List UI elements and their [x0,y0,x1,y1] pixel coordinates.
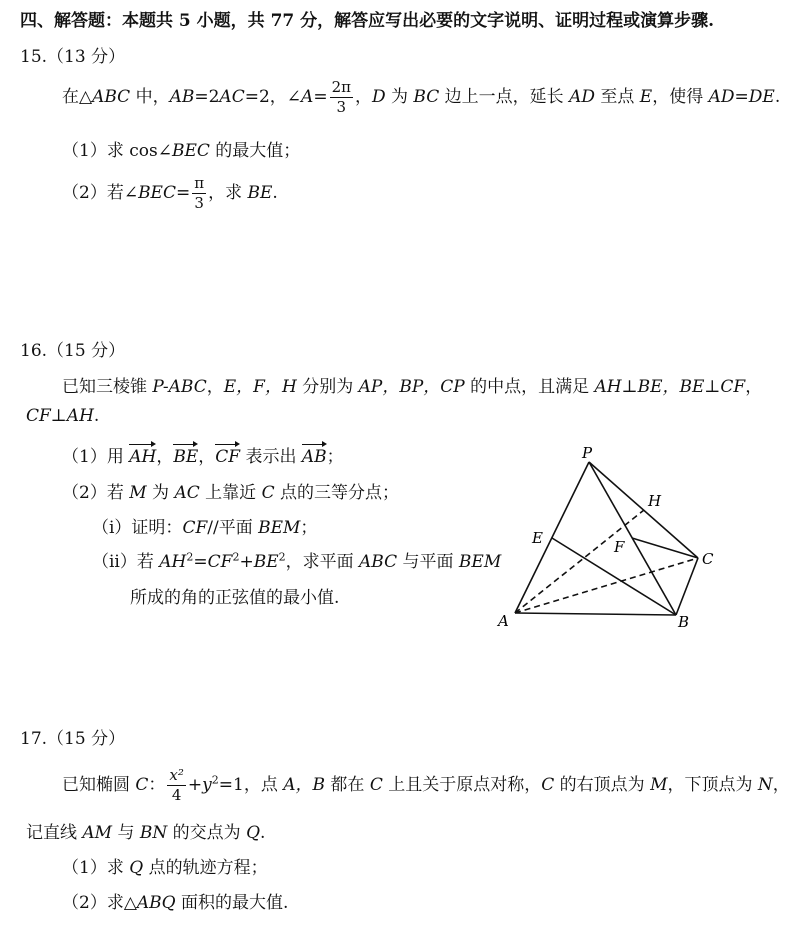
vector-cf: CF [215,447,241,467]
q15-part2-fraction [192,176,206,211]
q15-math: AB [169,87,195,107]
q16-math: C [261,483,275,503]
q17-text: （1）求 [62,858,130,878]
q16-text: 为 [146,483,175,503]
q16-math: ABC [359,552,398,572]
segment-ah-dashed [515,510,644,613]
q15-text: = [734,87,749,107]
q15-text: =2，∠ [244,87,302,107]
q16-text: ； [300,518,318,538]
q15-frac-numerator: 2π [331,78,351,96]
q17-text: （2）求△ [62,893,137,913]
q15-frac-denominator: 3 [194,194,204,212]
q17-part2 [62,888,288,913]
q16-text: 点的三等分点； [274,483,399,503]
q17-text: ， [772,775,790,795]
q17-text: ： [148,775,166,795]
q16-text: （1）用 [62,447,130,467]
q15-part2 [62,176,278,211]
label-h: H [648,492,662,510]
q15-math: AD [569,87,595,107]
q17-text: 上且关于原点对称， [382,775,542,795]
q16-text: 上靠近 [199,483,262,503]
label-p: P [582,444,593,462]
q16-text: ， [206,377,224,397]
q17-part1 [62,853,268,878]
q16-part1 [62,442,344,467]
q15-text: =2 [194,87,220,107]
q17-math: AM [82,823,113,843]
q16-text: 与平面 [397,552,459,572]
q15-text: 的最大值； [209,141,301,161]
q16-part2-ii-cont: 所成的角的正弦值的最小值. [130,588,340,608]
q16-math: AH [159,552,187,572]
q15-text: 至点 [594,87,640,107]
edge-pa [515,462,589,613]
q15-number: 15.（13 分） [20,47,126,67]
q17-text: 的交点为 [167,823,247,843]
q17-text: 面积的最大值. [175,893,289,913]
q16-stem-line1 [62,372,762,397]
q15-fraction [330,80,353,115]
q17-stem-line2 [26,818,265,843]
q16-text: = [193,552,208,572]
q16-part2-i [92,513,317,538]
q15-math: A [301,87,314,107]
q15-text: 在△ [62,87,93,107]
q16-text: （ii）若 [92,552,160,572]
q15-text: （1）求 cos∠ [62,141,172,161]
q17-math: ABQ [136,893,176,913]
q17-text: ，下顶点为 [667,775,758,795]
label-b: B [678,613,690,631]
q17-math: BN [139,823,168,843]
label-f: F [614,538,625,556]
q15-text: ，使得 [652,87,709,107]
q16-math: AC [174,483,200,503]
q17-text: 的右顶点为 [554,775,651,795]
q15-text: 为 [385,87,414,107]
q16-math: BEM [258,518,301,538]
q16-math: M [129,483,147,503]
q16-text: //平面 [207,518,259,538]
q16-math: P-ABC [152,377,207,397]
q17-math: M [650,775,668,795]
vector-ab: AB [301,447,327,467]
q15-part1 [62,136,300,161]
q16-math: AP，BP，CP [358,377,465,397]
q17-stem-line1 [62,768,790,803]
q15-math: DE [748,87,775,107]
q17-text: 都在 [325,775,370,795]
q16-math: CF⊥AH [26,406,94,426]
section-heading: 四、解答题：本题共 5 小题，共 77 分，解答应写出必要的文字说明、证明过程或演算步骤. [20,11,715,31]
q16-text: ， [745,377,763,397]
q17-text: . [260,823,266,843]
q15-math: BE [247,183,273,203]
q16-number: 16.（15 分） [20,341,126,361]
q17-frac-denominator: 4 [171,786,182,804]
q15-text: . [774,87,781,107]
q16-part2 [62,478,399,503]
q15-math: D [371,87,386,107]
q17-math: C [541,775,555,795]
q15-math: BC [413,87,440,107]
q17-number: 17.（15 分） [20,729,126,749]
q17-math: Q [129,858,144,878]
q16-text: ，求平面 [285,552,360,572]
q16-text: 分别为 [296,377,359,397]
q15-math: AD [708,87,735,107]
q16-math: AH⊥BE，BE⊥CF [594,377,746,397]
q15-stem [62,80,780,115]
label-c: C [702,550,714,568]
q17-fraction [167,768,185,803]
q16-part2-ii [92,547,501,572]
q16-text: （2）若 [62,483,130,503]
q15-text: = [175,183,191,203]
q17-math: C [369,775,383,795]
q15-frac-denominator: 3 [336,98,347,116]
edge-ab [515,613,676,615]
q15-text: ，求 [208,183,248,203]
q15-math: BEC [138,183,176,203]
q17-text: =1，点 [218,775,284,795]
q16-superscript: 2 [278,550,286,564]
q15-math: BEC [171,141,210,161]
q16-text: 已知三棱锥 [62,377,153,397]
q17-text: + [187,775,203,795]
q17-math: y [202,775,212,795]
q15-math: AC [219,87,245,107]
q15-math: E [639,87,653,107]
q16-math: BEM [458,552,502,572]
q17-frac-numerator: x² [169,766,184,784]
q17-math: C [135,775,149,795]
vector-be: BE [173,447,199,467]
q15-math: ABC [92,87,131,107]
tetrahedron-figure [490,440,720,635]
q16-stem-line2 [26,406,99,426]
q15-text: ， [354,87,372,107]
q15-text: . [272,183,278,203]
q17-superscript: 2 [211,773,219,787]
q17-math: Q [246,823,261,843]
label-a: A [498,612,509,630]
q17-text: 记直线 [26,823,83,843]
q15-text: 中， [130,87,170,107]
q16-text: ； [326,447,344,467]
q17-math: A，B [283,775,326,795]
q17-text: 点的轨迹方程； [143,858,268,878]
q16-text: ， [156,447,174,467]
vector-ah: AH [129,447,157,467]
q16-text: 表示出 [240,447,302,467]
q15-text: （2）若∠ [62,183,139,203]
q16-math: BE [253,552,279,572]
q16-text: 的中点，且满足 [464,377,595,397]
q15-text: = [313,87,328,107]
q17-math: N [757,775,773,795]
q17-text: 已知椭圆 [62,775,136,795]
q16-math: CF [182,518,208,538]
q16-text: . [93,406,100,426]
q16-text: （i）证明： [92,518,183,538]
q15-frac-numerator: π [194,174,205,192]
edge-bc [676,558,698,615]
q16-superscript: 2 [186,550,194,564]
q16-text: + [239,552,254,572]
q17-text: 与 [112,823,140,843]
q16-text: ， [198,447,216,467]
q16-superscript: 2 [232,550,240,564]
q16-math: CF [207,552,233,572]
q16-math: E，F，H [223,377,297,397]
q15-text: 边上一点，延长 [439,87,570,107]
label-e: E [532,529,543,547]
